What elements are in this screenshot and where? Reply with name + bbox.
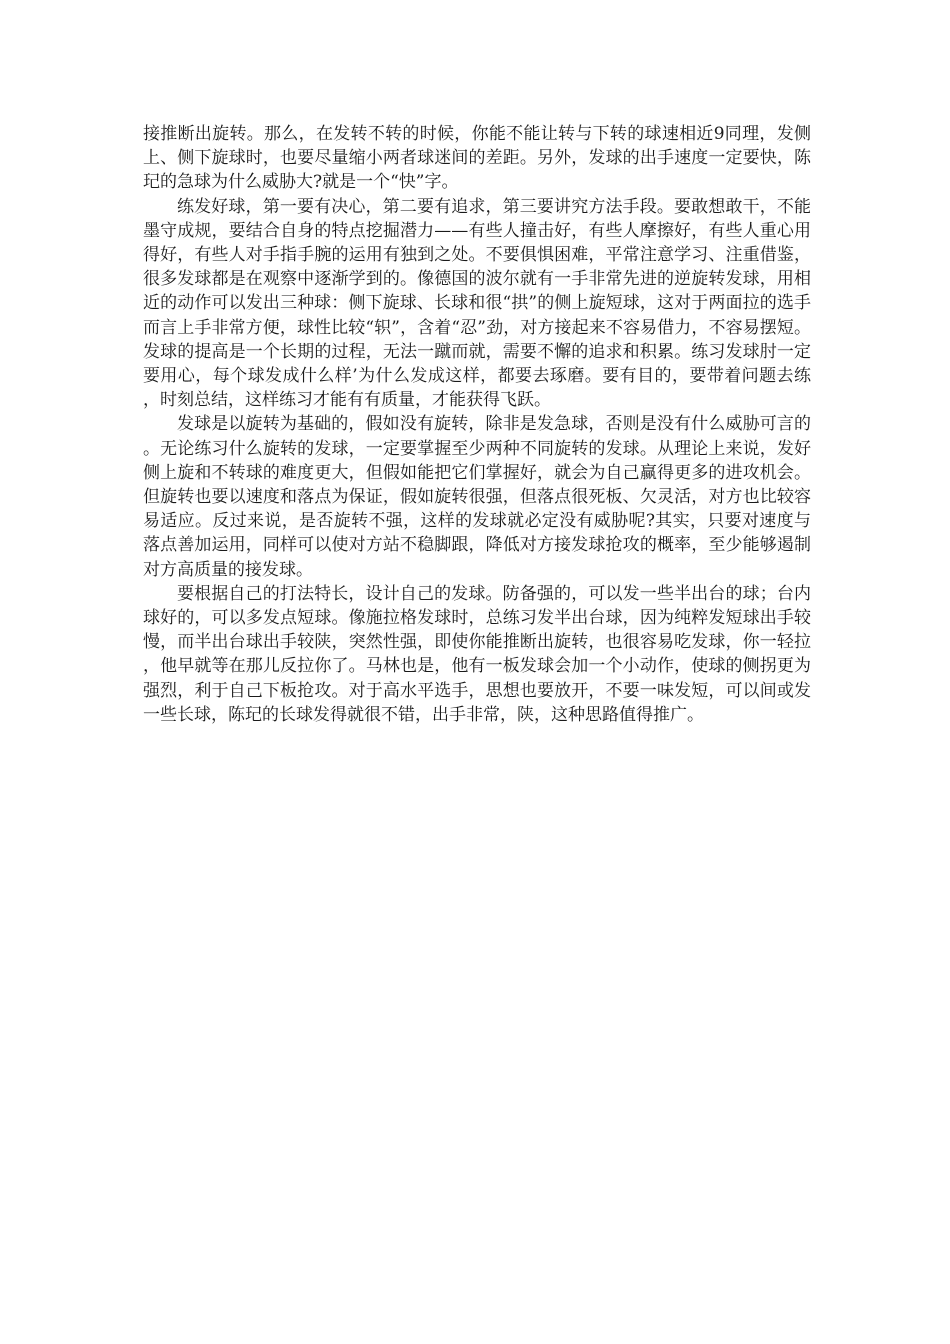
paragraph-2: 练发好球，第一要有决心，第二要有追求，第三要讲究方法手段。要敢想敢干，不能墨守成规，要结合自身的特点挖掘潜力——有些人撞击好，有些人摩擦好，有些人重心用得好，有些人对手指手腕的运用有独到之处。不要俱惧困难，平常注意学习、注重借鉴，很多发球都是在观察中逐渐学到的。像德国的波尔就有一手非常先进的逆旋转发球，用相近的动作可以发出三种球：侧下旋球、长球和很“拱”的侧上旋短球，这对于两面拉的选手而言上手非常方便，球性比较“轵”，含着“忍”劲，对方接起来不容易借力，不容易摆短。发球的提高是一个长期的过程，无法一蹴而就，需要不懈的追求和积累。练习发球肘一定要用心，每个球发成什么样’为什么发成这样，都要去琢磨。要有目的，要带着问题去练，时刻总结，这样练习才能有有质量，才能获得飞跃。	[143, 196, 811, 411]
document-body	[143, 122, 811, 727]
paragraph-4: 要根据自己的打法特长，设计自己的发球。防备强的，可以发一些半出台的球；台内球好的，可以多发点短球。像施拉格发球时，总练习发半出台球，因为纯粹发短球出手较慢，而半出台球出手较陕，突然性强，即使你能推断出旋转，也很容易吃发球，你一轻拉，他早就等在那儿反拉你了。马林也是，他有一板发球会加一个小动作，使球的侧拐更为强烈，利于自己下板抢攻。对于高水平选手，思想也要放开，不要一味发短，可以间或发一些长球，陈玘的长球发得就很不错，出手非常，陕，这种思路值得推广。	[143, 583, 811, 725]
paragraph-1: 接推断出旋转。那么，在发转不转的时候，你能不能让转与下转的球速相近9同理，发侧上、侧下旋球时，也要尽量缩小两者球迷间的差距。另外，发球的出手速度一定要快，陈玘的急球为什么威胁大?就是一个“快”字。	[143, 124, 811, 193]
paragraph-3: 发球是以旋转为基础的，假如没有旋转，除非是发急球，否则是没有什么威胁可言的。无论练习什么旋转的发球，一定要掌握至少两种不同旋转的发球。从理论上来说，发好侧上旋和不转球的难度更大，但假如能把它们掌握好，就会为自己赢得更多的进攻机会。但旋转也要以速度和落点为保证，假如旋转很强，但落点很死板、欠灵活，对方也比较容易适应。反过来说，是否旋转不强，这样的发球就必定没有威胁呢?其实，只要对速度与落点善加运用，同样可以使对方站不稳脚跟，降低对方接发球抢攻的概率，至少能够遏制对方高质量的接发球。	[143, 414, 811, 580]
